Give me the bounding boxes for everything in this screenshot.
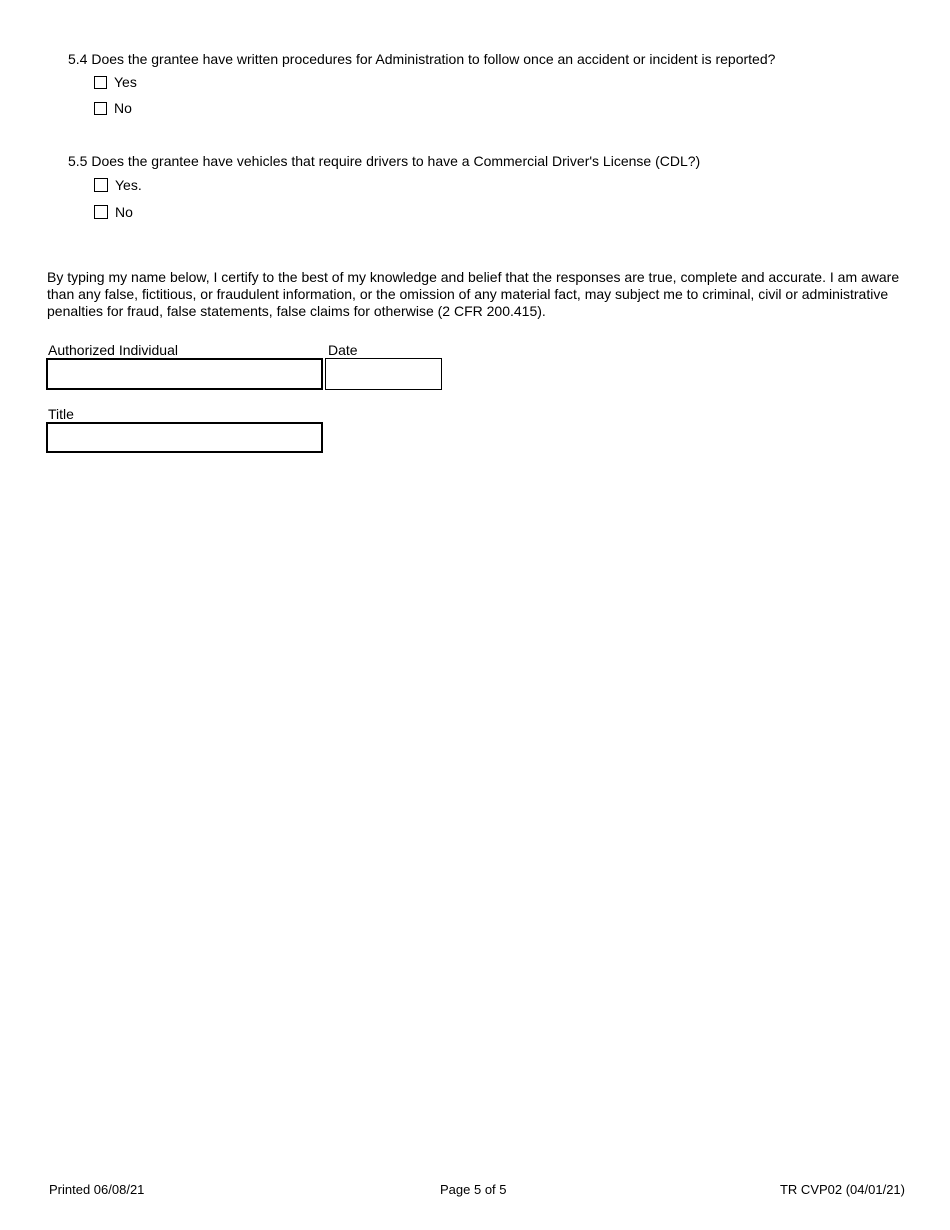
- q55-no-checkbox[interactable]: [94, 205, 108, 219]
- authorized-individual-input[interactable]: [46, 358, 323, 390]
- footer-page-number: Page 5 of 5: [440, 1182, 507, 1197]
- q55-yes-label: Yes.: [115, 177, 142, 193]
- date-label: Date: [328, 342, 358, 358]
- title-label: Title: [48, 406, 74, 422]
- q54-option-no[interactable]: [94, 100, 132, 116]
- footer-form-id: TR CVP02 (04/01/21): [779, 1182, 905, 1197]
- certification-statement: By typing my name below, I certify to the best of my knowledge and belief that the responses are true, complete and accurate. I am aware than any false, fictitious, or fraudulent information, or the omission of any material fact, may subject me to criminal, civil or administrative penalties for fraud, false statements, false claims for otherwise (2 CFR 200.415).: [47, 269, 900, 319]
- q54-yes-label: Yes: [114, 74, 137, 90]
- question-5-5: 5.5 Does the grantee have vehicles that require drivers to have a Commercial Driver's License (CDL?): [68, 153, 701, 169]
- q55-yes-checkbox[interactable]: [94, 178, 108, 192]
- q54-yes-checkbox[interactable]: [94, 76, 107, 89]
- q54-option-yes[interactable]: [94, 74, 137, 90]
- q55-no-label: No: [115, 204, 133, 220]
- q55-option-no[interactable]: [94, 204, 133, 220]
- authorized-individual-label: Authorized Individual: [48, 342, 178, 358]
- q54-no-label: No: [114, 100, 132, 116]
- question-5-4: 5.4 Does the grantee have written procedures for Administration to follow once an accident or incident is reported?: [68, 51, 776, 67]
- q55-option-yes[interactable]: [94, 177, 142, 193]
- footer-printed-date: Printed 06/08/21: [49, 1182, 145, 1197]
- title-input[interactable]: [46, 422, 323, 453]
- q54-no-checkbox[interactable]: [94, 102, 107, 115]
- date-input[interactable]: [325, 358, 442, 390]
